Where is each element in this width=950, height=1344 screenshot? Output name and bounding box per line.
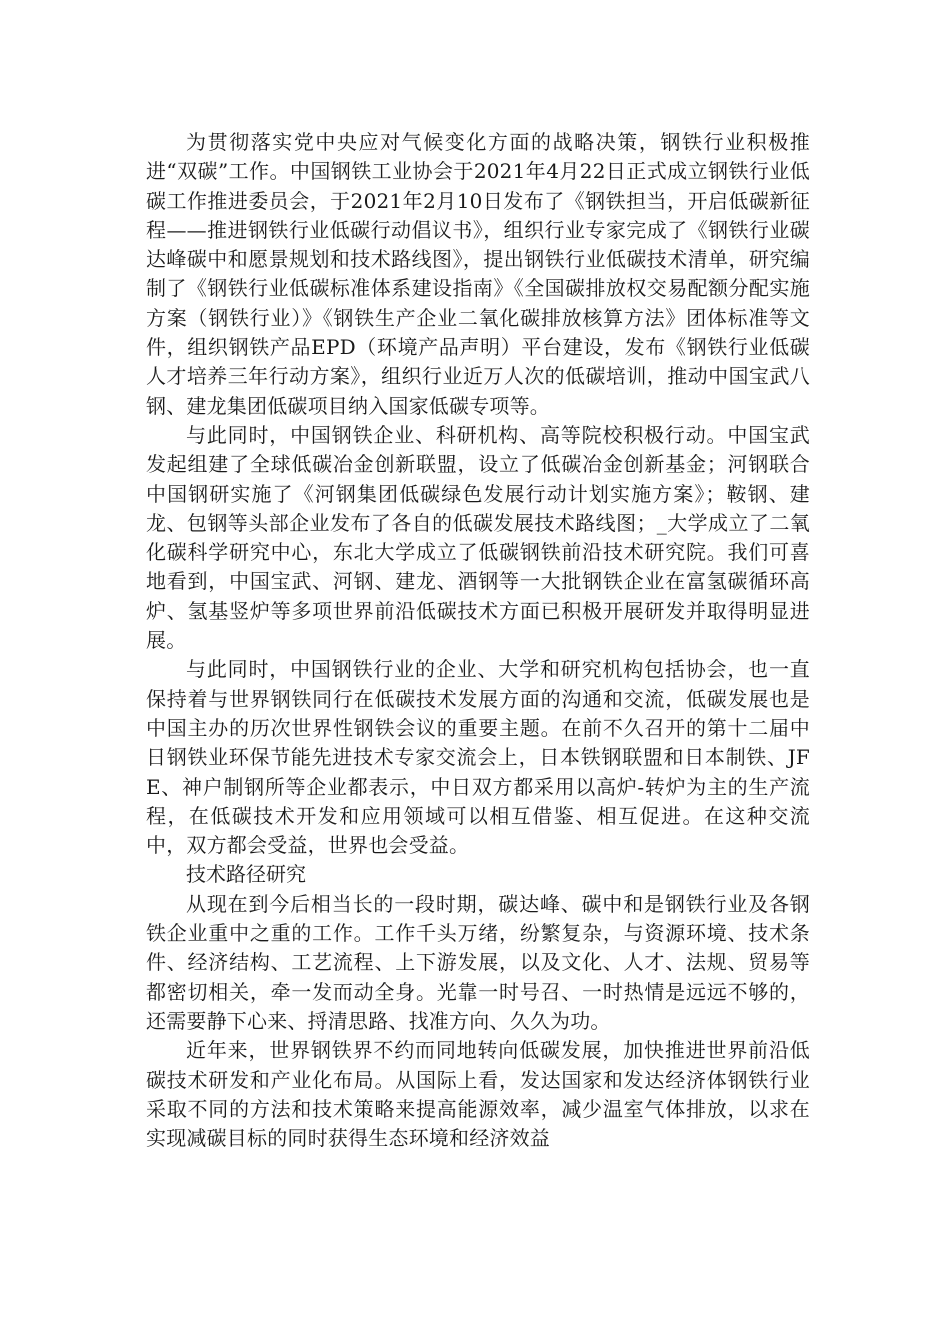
paragraph-4: 从现在到今后相当长的一段时期，碳达峰、碳中和是钢铁行业及各钢铁企业重中之重的工作。工作千头万绪，纷繁复杂，与资源环境、技术条件、经济结构、工艺流程、上下游发展，以及文化、人才、法规、贸易等都密切相关，牵一发而动全身。光靠一时号召、一时热情是远远不够的，还需要静下心来、捋清思路、找准方向、久久为功。 xyxy=(146,891,810,1033)
paragraph-2: 与此同时，中国钢铁企业、科研机构、高等院校积极行动。中国宝武发起组建了全球低碳冶金创新联盟，设立了低碳冶金创新基金；河钢联合中国钢研实施了《河钢集团低碳绿色发展行动计划实施方案》；鞍钢、建龙、包钢等头部企业发布了各自的低碳发展技术路线图；_大学成立了二氧化碳科学研究中心，东北大学成立了低碳钢铁前沿技术研究院。我们可喜地看到，中国宝武、河钢、建龙、酒钢等一大批钢铁企业在富氢碳循环高炉、氢基竖炉等多项世界前沿低碳技术方面已积极开展研发并取得明显进展。 xyxy=(146,422,810,653)
paragraph-1: 为贯彻落实党中央应对气候变化方面的战略决策，钢铁行业积极推进“双碳”工作。中国钢铁工业协会于2021年4月22日正式成立钢铁行业低碳工作推进委员会，于2021年2月10日发布了《钢铁担当，开启低碳新征程——推进钢铁行业低碳行动倡议书》，组织行业专家完成了《钢铁行业碳达峰碳中和愿景规划和技术路线图》，提出钢铁行业低碳技术清单，研究编制了《钢铁行业低碳标准体系建设指南》《全国碳排放权交易配额分配实施方案（钢铁行业）》《钢铁生产企业二氧化碳排放核算方法》团体标准等文件，组织钢铁产品EPD（环境产品声明）平台建设，发布《钢铁行业低碳人才培养三年行动方案》，组织行业近万人次的低碳培训，推动中国宝武八钢、建龙集团低碳项目纳入国家低碳专项等。 xyxy=(146,130,810,418)
section-heading: 技术路径研究 xyxy=(186,862,306,887)
document-page xyxy=(146,128,810,1153)
paragraph-5: 近年来，世界钢铁界不约而同地转向低碳发展，加快推进世界前沿低碳技术研发和产业化布局。从国际上看，发达国家和发达经济体钢铁行业采取不同的方法和技术策略来提高能源效率，减少温室气体排放，以求在实现减碳目标的同时获得生态环境和经济效益 xyxy=(146,1038,810,1151)
paragraph-3: 与此同时，中国钢铁行业的企业、大学和研究机构包括协会，也一直保持着与世界钢铁同行在低碳技术发展方面的沟通和交流，低碳发展也是中国主办的历次世界性钢铁会议的重要主题。在前不久召开的第十二届中日钢铁业环保节能先进技术专家交流会上，日本铁钢联盟和日本制铁、JFE、神户制钢所等企业都表示，中日双方都采用以高炉-转炉为主的生产流程，在低碳技术开发和应用领域可以相互借鉴、相互促进。在这种交流中，双方都会受益，世界也会受益。 xyxy=(146,657,810,858)
